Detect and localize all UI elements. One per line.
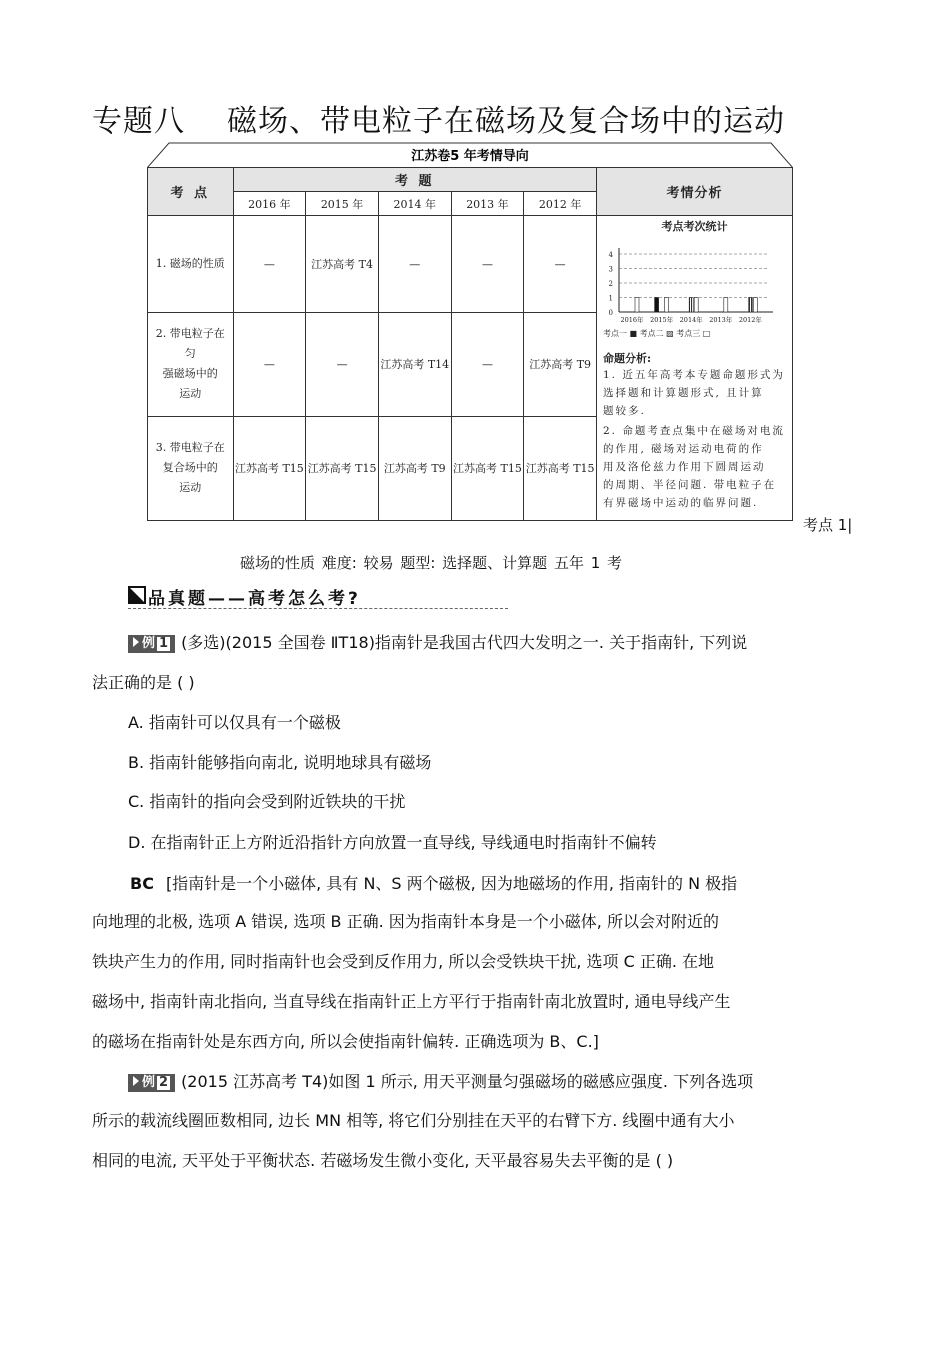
col-analysis-header: 考情分析	[596, 168, 792, 216]
year-2015: 2015 年	[306, 192, 379, 216]
analysis-line: 题较多.	[602, 405, 646, 417]
bar-考点一	[655, 298, 659, 313]
x-tick-label: 2013年	[709, 316, 733, 324]
table-cell: 江苏高考 T4	[306, 216, 379, 313]
y-tick-label: 4	[608, 251, 613, 259]
topic-line: 3. 带电粒子在	[155, 441, 225, 455]
table-cell: 江苏高考 T15	[524, 416, 597, 520]
option-a: A. 指南针可以仅具有一个磁极	[128, 713, 341, 732]
table-cell: —	[233, 313, 306, 416]
x-tick-label: 2016年	[620, 316, 644, 324]
x-tick-label: 2014年	[679, 316, 703, 324]
answer-line	[130, 874, 737, 894]
explanation-line: 铁块产生力的作用, 同时指南针也会受到反作用力, 所以会受铁块干扰, 选项 C 正确. 在地	[92, 952, 715, 971]
analysis-title: 命题分析:	[602, 352, 652, 365]
row-topic	[148, 416, 234, 520]
table-cell: —	[306, 313, 379, 416]
exam-table	[147, 167, 793, 521]
example1-stem-cont: 法正确的是 ( )	[92, 673, 195, 692]
topic-meta: 磁场的性质 难度: 较易 题型: 选择题、计算题 五年 1 考	[240, 554, 623, 572]
table-cell: —	[524, 216, 597, 313]
example-tag	[128, 635, 175, 653]
section-rule	[128, 608, 508, 609]
y-tick-label: 0	[608, 309, 613, 317]
tag-label: 例	[142, 636, 156, 651]
col-topic-header: 考 点	[148, 168, 234, 216]
analysis-line: 的作用, 磁场对运动电荷的作	[602, 443, 764, 455]
chart-legend: 考点一 ■ 考点二 ▨ 考点三 □	[602, 329, 711, 338]
year-2013: 2013 年	[451, 192, 524, 216]
bar-考点三	[724, 298, 728, 313]
exam-trend-table	[147, 142, 793, 522]
option-b: B. 指南针能够指向南北, 说明地球具有磁场	[128, 753, 432, 772]
topic-line: 运动	[179, 387, 202, 401]
year-2012: 2012 年	[524, 192, 597, 216]
y-tick-label: 1	[608, 294, 613, 303]
page-title	[92, 96, 785, 140]
table-cell: 江苏高考 T15	[451, 416, 524, 520]
y-tick-label: 2	[608, 280, 613, 288]
table-cell: —	[233, 216, 306, 313]
answer: BC	[130, 874, 154, 893]
analysis-line: 用及洛伦兹力作用下圆周运动	[602, 461, 766, 473]
table-cell: 江苏高考 T9	[378, 416, 451, 520]
col-questions-header: 考 题	[233, 168, 596, 192]
x-tick-label: 2015年	[650, 316, 674, 324]
table-cell: 江苏高考 T9	[524, 313, 597, 416]
title-main: 磁场、带电粒子在磁场及复合场中的运动	[227, 104, 785, 139]
example1-stem	[128, 633, 747, 653]
year-2016: 2016 年	[233, 192, 306, 216]
tag-number: 2	[159, 1075, 169, 1090]
table-banner	[147, 142, 793, 168]
explanation-line: 向地理的北极, 选项 A 错误, 选项 B 正确. 因为指南针本身是一个小磁体, 所以会对附近的	[92, 912, 719, 931]
example2-line: 相同的电流, 天平处于平衡状态. 若磁场发生微小变化, 天平最容易失去平衡的是 ( )	[92, 1151, 674, 1170]
example2-stem	[128, 1072, 753, 1092]
analysis-line: 有界磁场中运动的临界问题.	[602, 497, 759, 509]
table-cell: —	[451, 313, 524, 416]
section-label: 品真题——高考怎么考?	[148, 589, 361, 609]
tag-arrow-icon	[133, 1076, 139, 1086]
banner-text: 江苏卷5 年考情导向	[411, 149, 529, 164]
stem-text: (2015 江苏高考 T4)如图 1 所示, 用天平测量匀强磁场的磁感应强度. 下列各选项	[181, 1072, 754, 1091]
option-c: C. 指南针的指向会受到附近铁块的干扰	[128, 792, 406, 811]
year-2014: 2014 年	[378, 192, 451, 216]
topic-line: 2. 带电粒子在匀	[155, 327, 225, 361]
bar-考点二	[748, 298, 752, 313]
tag-number: 1	[159, 636, 169, 651]
analysis-line: 的周期、半径问题. 带电粒子在	[602, 479, 777, 491]
x-tick-label: 2012年	[738, 316, 762, 324]
y-tick-label: 3	[608, 265, 613, 274]
table-cell: 江苏高考 T14	[378, 313, 451, 416]
tag-label: 例	[142, 1075, 156, 1090]
analysis-line: 1. 近五年高考本专题命题形式为	[602, 369, 785, 381]
table-cell: 江苏高考 T15	[233, 416, 306, 520]
topic-line: 强磁场中的	[162, 367, 218, 381]
table-row	[148, 216, 793, 313]
explanation-line: 磁场中, 指南针南北指向, 当直导线在指南针正上方平行于指南针南北放置时, 通电导线产生	[92, 992, 731, 1011]
analysis-cell	[596, 216, 792, 521]
analysis-line: 2. 命题考查点集中在磁场对电流	[602, 425, 785, 437]
tag-arrow-icon	[133, 637, 139, 647]
bar-考点三	[753, 298, 757, 313]
section-marker-icon	[128, 586, 146, 604]
section-header	[128, 584, 508, 612]
table-cell: —	[451, 216, 524, 313]
table-cell: —	[378, 216, 451, 313]
bar-考点三	[665, 298, 669, 313]
bar-考点二	[689, 298, 693, 313]
kaodian-label: 考点 1|	[803, 516, 853, 534]
topic-line: 运动	[179, 481, 202, 495]
bar-考点三	[635, 298, 639, 313]
table-cell: 江苏高考 T15	[306, 416, 379, 520]
topic-line: 复合场中的	[162, 461, 218, 475]
explanation-line: [指南针是一个小磁体, 具有 N、S 两个磁极, 因为地磁场的作用, 指南针的 N 极指	[165, 874, 738, 893]
row-topic	[148, 313, 234, 416]
chart-title: 考点考次统计	[661, 220, 728, 233]
row-topic: 1. 磁场的性质	[148, 216, 234, 313]
option-d: D. 在指南针正上方附近沿指针方向放置一直导线, 导线通电时指南针不偏转	[128, 833, 657, 852]
example2-line: 所示的载流线圈匝数相同, 边长 MN 相等, 将它们分别挂在天平的右臂下方. 线圈中通有大小	[92, 1111, 735, 1130]
title-prefix: 专题八	[92, 104, 185, 139]
stem-text: (多选)(2015 全国卷 ⅡT18)指南针是我国古代四大发明之一. 关于指南针, 下列说	[181, 633, 748, 652]
explanation-line: 的磁场在指南针处是东西方向, 所以会使指南针偏转. 正确选项为 B、C.]	[92, 1032, 599, 1051]
example-tag	[128, 1074, 175, 1092]
analysis-line: 选择题和计算题形式, 且计算	[602, 387, 764, 399]
bar-考点三	[694, 298, 698, 313]
